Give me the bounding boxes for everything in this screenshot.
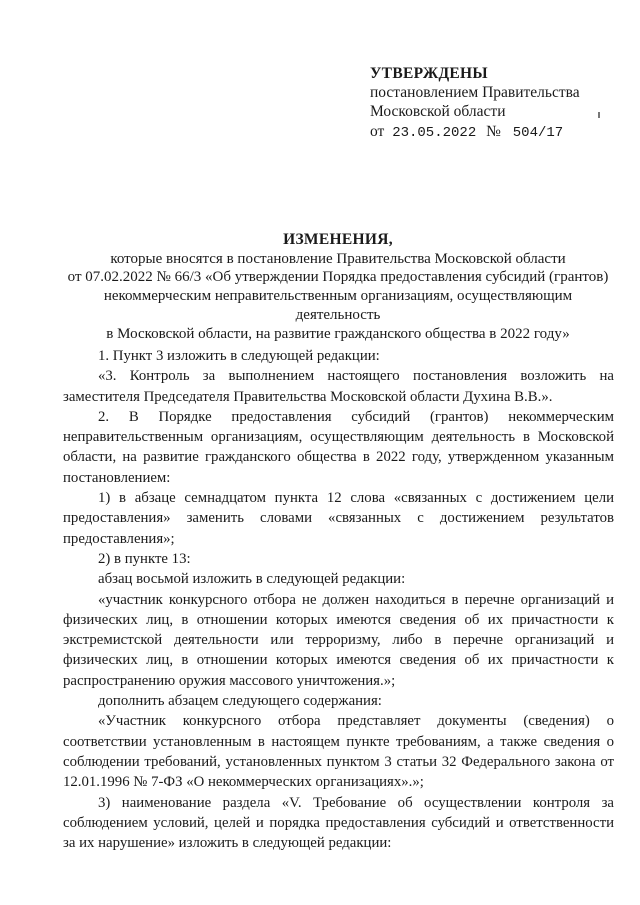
paragraph-9: «Участник конкурсного отбора представляет документы (сведения) о соответствии установленным в настоящем пункте требованиям, а также сведения о соблюдении требований, установленных пунктом 3 статьи 32 Федерального закона от 12.01.1996 № 7-ФЗ «О некоммерческих организациях».»; [63, 713, 614, 791]
paragraph-1: 1. Пункт 3 изложить в следующей редакции: [98, 348, 380, 364]
approval-number-sign: № [486, 123, 501, 140]
approval-line-1: постановлением Правительства [370, 84, 580, 101]
paragraph-5: 2) в пункте 13: [98, 550, 191, 567]
heading-title: ИЗМЕНЕНИЯ, [283, 231, 393, 248]
approval-line-2: Московской области [370, 103, 506, 120]
approval-date: 23.05.2022 [392, 125, 477, 141]
heading-line-2: от 07.02.2022 № 66/3 «Об утверждении Порядка предоставления субсидий (грантов) [67, 269, 609, 286]
heading-line-3: некоммерческим неправительственным организациям, осуществляющим деятельность [103, 288, 573, 323]
document-heading [64, 231, 612, 343]
paragraph-6: абзац восьмой изложить в следующей редакции: [98, 571, 406, 588]
paragraph-2: «3. Контроль за выполнением настоящего постановления возложить на заместителя Председателя Правительства Московской области Духина В.В.». [63, 368, 614, 405]
document-body [63, 346, 614, 853]
heading-line-1: которые вносятся в постановление Правительства Московской области [110, 250, 566, 267]
paragraph-8: дополнить абзацем следующего содержания: [98, 693, 382, 710]
paragraph-10: 3) наименование раздела «V. Требование об осуществлении контроля за соблюдением условий, целей и порядка предоставления субсидий и ответственности за их нарушение» изложить в следующей редакции: [63, 794, 614, 852]
scan-mark [598, 112, 600, 118]
approval-number: 504/17 [512, 125, 564, 141]
heading-line-4: в Московской области, на развитие гражданского общества в 2022 году» [106, 325, 570, 342]
paragraph-3: 2. В Порядке предоставления субсидий (грантов) некоммерческим неправительственным организациям, осуществляющим деятельность в Московской области, на развитие гражданского общества в 2022 году, утвержденном указанным постановлением: [63, 408, 614, 486]
paragraph-7: «участник конкурсного отбора не должен находиться в перечне организаций и физических лиц, в отношении которых имеются сведения об их причастности к экстремистской деятельности или терроризму, либо в перечне организаций и физических лиц, в отношении которых имеются сведения об их причастности к распространению оружия массового уничтожения.»; [63, 591, 614, 689]
paragraph-4: 1) в абзаце семнадцатом пункта 12 слова «связанных с достижением цели предоставления» заменить словами «связанных с достижением результатов предоставления»; [63, 490, 614, 547]
approval-date-row [370, 122, 580, 143]
approval-stamp [370, 64, 580, 143]
approval-date-prefix: от [370, 123, 385, 140]
approval-title: УТВЕРЖДЕНЫ [370, 65, 488, 82]
